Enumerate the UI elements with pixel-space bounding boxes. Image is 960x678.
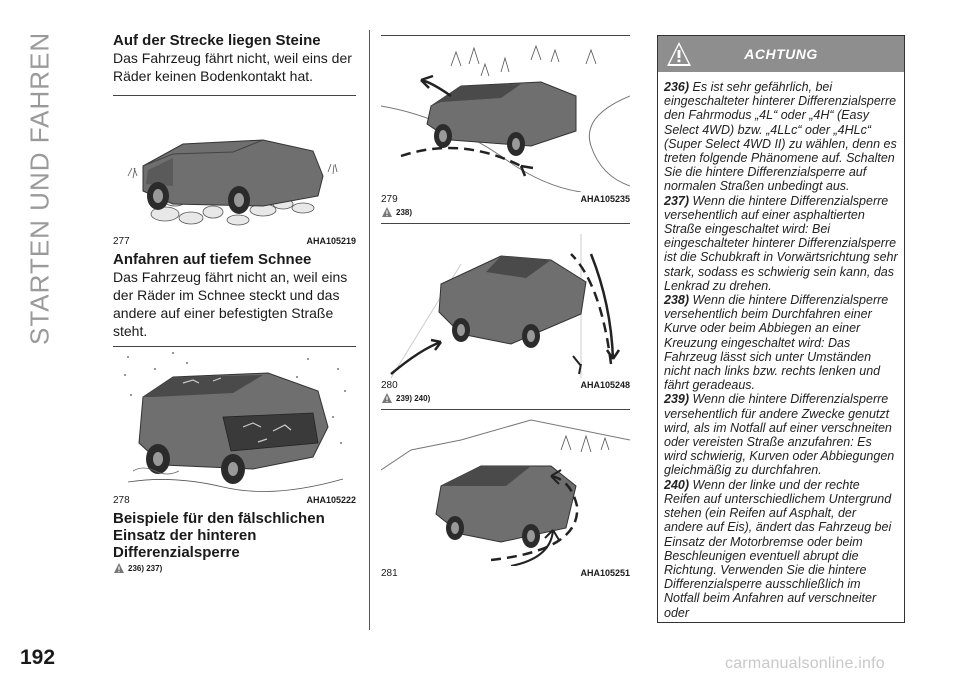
warning-item-text: Wenn die hintere Differenzialsperre versehentlich für andere Zwecke genutzt wird, als im Notfall auf einer verschneiten oder vereisten Straße anzufahren: Es wird schwierig, Kurven oder Abbiegungen gleichmäßig zu durchfahren.	[664, 392, 895, 478]
figure-code: AHA105248	[580, 380, 630, 390]
warning-item-ref: 237)	[664, 193, 690, 208]
stones-text: Das Fahrzeug fährt nicht, weil eins der Räder keinen Bodenkontakt hat.	[113, 50, 352, 84]
snow-heading: Anfahren auf tiefem Schnee	[113, 251, 312, 268]
stones-heading: Auf der Strecke liegen Steine	[113, 32, 321, 49]
car-in-snow-illustration	[113, 347, 356, 493]
figure-280	[381, 224, 630, 378]
car-on-slippery-road-illustration	[381, 410, 630, 566]
figure-code: AHA105219	[306, 236, 356, 246]
examples-heading	[113, 510, 356, 561]
figure-280-caption	[381, 378, 630, 391]
figure-279	[381, 36, 630, 192]
warning-triangle-icon	[381, 206, 393, 218]
warning-triangle-icon	[666, 41, 692, 67]
chapter-side-title: STARTEN UND FAHREN	[24, 32, 55, 346]
figure-code: AHA105235	[580, 194, 630, 204]
warning-triangle-icon	[381, 392, 393, 404]
figure-number: 278	[113, 495, 130, 506]
figure-279-caption	[381, 192, 630, 205]
warning-reference	[113, 561, 356, 575]
warning-item-ref: 238)	[664, 293, 690, 308]
warning-item	[664, 392, 898, 477]
warning-ref-text: 238)	[396, 207, 413, 217]
warning-item-ref: 236)	[664, 80, 690, 94]
warning-item	[664, 293, 898, 392]
warning-triangle-icon	[113, 562, 125, 574]
warning-box	[657, 35, 905, 623]
warning-box-header	[658, 36, 904, 72]
figure-code: AHA105251	[580, 568, 630, 578]
warning-item-text: Wenn die hintere Differenzialsperre versehentlich auf einer asphaltierten Straße eingeschaltet wird: Bei eingeschalteter hinterer Differenzialsperre ist die Schubkraft in Vorwärtsrichtung sehr stark, sodass es schwierig sein kann, das Lenkrad zu drehen.	[664, 193, 898, 293]
column-2	[381, 32, 630, 579]
car-on-stones-illustration	[113, 96, 356, 234]
figure-number: 279	[381, 194, 398, 205]
figure-281	[381, 410, 630, 566]
warning-item-ref: 240)	[664, 477, 690, 492]
car-turning-curve-illustration	[381, 36, 630, 192]
figure-277	[113, 96, 356, 234]
column-1	[113, 32, 356, 575]
figure-278	[113, 347, 356, 493]
figure-number: 277	[113, 236, 130, 247]
warning-ref-text: 239) 240)	[396, 393, 431, 403]
warning-ref-text: 236) 237)	[128, 563, 163, 573]
car-at-intersection-illustration	[381, 224, 630, 378]
examples-heading-line: Differenzialsperre	[113, 544, 240, 561]
figure-number: 280	[381, 380, 398, 391]
warning-item-text: Es ist sehr gefährlich, bei eingeschalteter hinterer Differenzialsperre den Fahrmodus „4L“ oder „4H“ (Easy Select 4WD) bzw. „4LLc“ oder „4HLc“ (Super Select 4WD II) zu wählen, denn es treten folgende Phänomene auf. Schalten Sie die hintere Differenzialsperre auf normalen Straßen unbedingt aus.	[664, 80, 897, 194]
warning-item	[664, 80, 898, 194]
warning-box-title: ACHTUNG	[744, 46, 818, 62]
warning-item	[664, 194, 898, 293]
warning-reference	[381, 391, 630, 405]
figure-278-caption	[113, 493, 356, 506]
warning-item-ref: 239)	[664, 392, 690, 407]
watermark: carmanualsonline.info	[725, 655, 885, 672]
figure-number: 281	[381, 568, 398, 579]
figure-code: AHA105222	[306, 495, 356, 505]
page-number: 192	[20, 646, 56, 669]
column-divider	[369, 30, 370, 630]
examples-heading-line: Beispiele für den fälschlichen	[113, 510, 325, 527]
figure-281-caption	[381, 566, 630, 579]
warning-item-text: Wenn der linke und der rechte Reifen auf unterschiedlichem Untergrund stehen (ein Reifen auf Asphalt, der andere auf Eis), ändert das Fahrzeug bei Einsatz der Motorbremse oder beim Beschleunigen eventuell abrupt die Richtung. Verwenden Sie die hintere Differenzialsperre ausschließlich im Notfall beim Anfahren auf verschneiter oder	[664, 477, 892, 620]
warning-item	[664, 478, 898, 620]
warning-item-text: Wenn die hintere Differenzialsperre versehentlich beim Durchfahren einer Kurve oder beim Abbiegen an einer Kreuzung eingeschaltet wird: Das Fahrzeug lässt sich unter Umständen nicht nach links bzw. rechts lenken und fährt geradeaus.	[664, 293, 889, 393]
figure-277-caption	[113, 234, 356, 247]
warning-reference	[381, 205, 630, 219]
snow-text: Das Fahrzeug fährt nicht an, weil eins der Räder im Schnee steckt und das andere auf einer befestigten Straße steht.	[113, 269, 348, 339]
examples-heading-line: Einsatz der hinteren	[113, 527, 257, 544]
warning-box-body	[658, 72, 904, 620]
